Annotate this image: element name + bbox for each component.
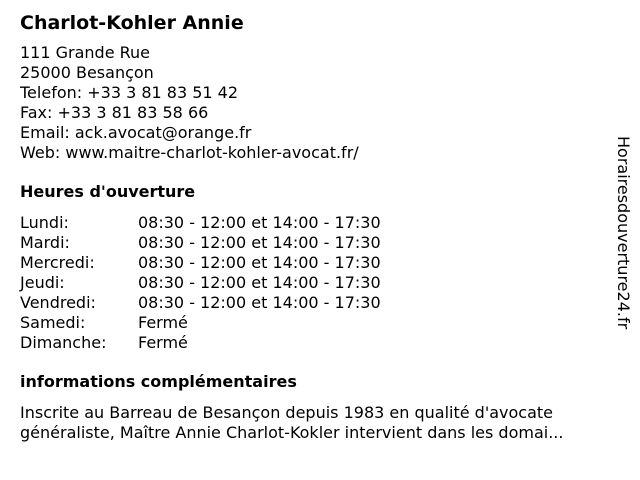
additional-info-title: informations complémentaires: [20, 372, 297, 391]
hours-row-monday: [20, 213, 610, 233]
contact-block: [20, 43, 610, 163]
day-label: Samedi:: [20, 313, 86, 332]
day-label: Vendredi:: [20, 293, 96, 312]
hours-row-thursday: [20, 273, 610, 293]
day-hours: Fermé: [138, 313, 188, 332]
day-hours: 08:30 - 12:00 et 14:00 - 17:30: [138, 253, 381, 272]
email-address[interactable]: Email: ack.avocat@orange.fr: [20, 123, 252, 142]
site-watermark: Horairesdouverture24.fr: [614, 136, 633, 330]
day-label: Jeudi:: [20, 273, 65, 292]
phone-number[interactable]: Telefon: +33 3 81 83 51 42: [20, 83, 239, 102]
address-city: 25000 Besançon: [20, 63, 154, 82]
day-label: Mardi:: [20, 233, 70, 252]
day-hours: 08:30 - 12:00 et 14:00 - 17:30: [138, 273, 381, 292]
hours-row-sunday: [20, 333, 610, 353]
day-hours: 08:30 - 12:00 et 14:00 - 17:30: [138, 233, 381, 252]
hours-row-wednesday: [20, 253, 610, 273]
website-link[interactable]: Web: www.maitre-charlot-kohler-avocat.fr/: [20, 143, 359, 162]
opening-hours-title: Heures d'ouverture: [20, 182, 196, 201]
day-hours: 08:30 - 12:00 et 14:00 - 17:30: [138, 293, 381, 312]
additional-info-text: Inscrite au Barreau de Besançon depuis 1983 en qualité d'avocate généraliste, Maître Annie Charlot-Kokler intervient dans les domai...: [20, 403, 564, 442]
day-hours: Fermé: [138, 333, 188, 352]
opening-hours-table: [20, 213, 610, 353]
address-street: 111 Grande Rue: [20, 43, 151, 62]
day-label: Mercredi:: [20, 253, 95, 272]
fax-number: Fax: +33 3 81 83 58 66: [20, 103, 209, 122]
hours-row-tuesday: [20, 233, 610, 253]
day-label: Dimanche:: [20, 333, 107, 352]
day-hours: 08:30 - 12:00 et 14:00 - 17:30: [138, 213, 381, 232]
business-name: Charlot-Kohler Annie: [20, 12, 244, 34]
day-label: Lundi:: [20, 213, 69, 232]
business-card: [20, 12, 610, 443]
hours-row-saturday: [20, 313, 610, 333]
hours-row-friday: [20, 293, 610, 313]
